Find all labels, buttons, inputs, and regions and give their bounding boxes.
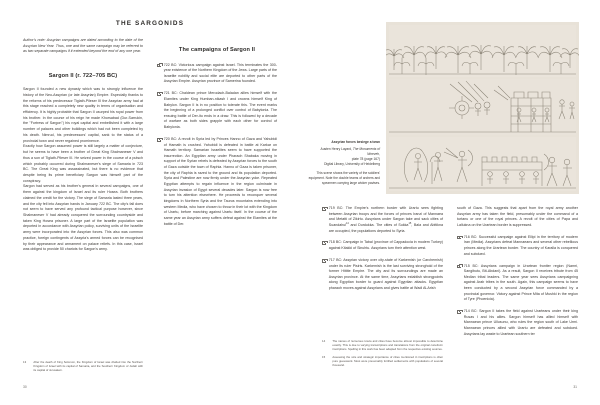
campaign-entry-text: 718 BC: Campaign in Tabal (province of Cappadocia in modern Turkey) against Kitakki of Sinuhtu. Assyrians turn their attention west. bbox=[328, 240, 443, 251]
campaign-entry-text: 719 BC: The Empire's northern border with Urartu sees fighting between Assyrian troops and the forces of princes Iranzi of Mannaea and Metatti of Zikirtu. Assyrians under Sargon take and sack cities of Suandahul$^{14}$ and Durdukka. The cities of Sukka$^{15}$, Bala and Abitikna are occupied, the populations deported to Syria. bbox=[328, 206, 443, 233]
campaign-entry-year: 715 BC: bbox=[463, 263, 479, 268]
entry-bullet-icon bbox=[457, 265, 461, 269]
campaigns-heading: The campaigns of Sargon II bbox=[178, 47, 256, 53]
figure-source-plate: plate 78 (page 167) bbox=[351, 156, 380, 161]
campaign-entry bbox=[457, 309, 578, 337]
campaign-entry-year: 716 BC: bbox=[463, 234, 478, 239]
campaign-entry-text: 715 BC: Assyrians campaign in Urartean frontier region (Namri, Sangibutu, Bit-Abdani). As a result, Sargon II receives tribute from 45 Median tribal leaders. The same year sees Assyrians campaigning against Arab tribes in the south. Again, this campaign seems to have been conducted by a second Assyrian force commanded by a provincial governor. Victory against Prince Mita of Mushki in the region of Tyre (Phoenicia). bbox=[463, 263, 578, 302]
assyrian-siege-relief-figure bbox=[386, 22, 579, 194]
campaign-entry-year: 718 BC: bbox=[328, 240, 342, 245]
campaign-entry-text: 714 BC: Sargon II takes the field against Urarteans under their king Rusas I and his allies. Sargon himself has allied himself with Mannaean prince Ullusunu, who rules the region south of Lake Urmi. Mannaean princes allied with Urartu are defeated and subdued. Assyrians lay waste to Urartean southern ter bbox=[463, 309, 578, 336]
figure-caption-description: This scene shows the variety of the soldiers' equipment. Note the double teams of archers and spearmen carrying large wicker pavises. bbox=[308, 170, 380, 186]
figure-source-comma: , bbox=[379, 151, 380, 156]
sargon-heading-wrap bbox=[23, 64, 143, 82]
body-paragraph: Sargon had served as his brother's general in several campaigns, one of them against the kingdom of Israel and its ruler Hosea. Both brothers claimed the credit for the victory. The siege of Samaria lasted three years, and the city fell into Assyrian hands in January 722 BC. The city's fall does not seem to have served any profound tactical purpose however, since Shalmaneser V had already conquered the surrounding countryside and taken King Hosea prisoner. A large part of the Israelite population was deported in accordance with Assyrian policy, surviving units of the Israelite army were incorporated into the Assyrian forces. This also was common practice, foreign contingents of Assyria's armed forces can be recognised by their appearance and armament on palace reliefs. In this case, Israel was obliged to provide 50 chariots for Sargon's army. bbox=[23, 184, 143, 252]
campaign-entry bbox=[322, 258, 443, 292]
left-column-one bbox=[23, 38, 143, 253]
campaigns-heading-wrap bbox=[157, 38, 277, 56]
campaign-entry-text: south of Gaza. This suggests that apart from the royal army another Assyrian army has taken the field, presumably under the command of a turtanu or one of the royal princes. A revolt of the cities of Papa and Lallukna on the Urartean border is suppressed. bbox=[457, 206, 578, 227]
campaign-entry-year: 720 BC: bbox=[163, 136, 178, 141]
campaign-entry-text: 720 BC: A revolt in Syria led by Princes Hanno of Gaza and Yahubidi of Hamath is crushed. Yahubidi is defeated in battle at Karkar on Hamath territory. Samarian Israelites seem to have supported the insurrection. An Egyptian army under Pharaoh Shabaka moving in support of the Syrian rebels is defeated by Assyrian forces to the south of Gaza outside the town of Raphia. Hanno of Gaza is taken prisoner, the city of Raphia is razed to the ground and its population deported. Syria and Palestine are now firmly under the Assyrian yoke. Repeated Egyptian attempts to regain influence in the region culminate in Assyrian invasion of Egypt several decades later. Sargon is now free to turn his attention elsewhere. He proceeds to reconquer several kingdoms in Northern Syria and the Taurus mountains extending into western Media, who have chosen to throw in their lot with the Kingdom of Urartu, before marching against Urartu itself. In the course of the same year an Assyrian army suffers defeat against the Elamites at the battle of Der. bbox=[163, 136, 278, 226]
right-footnotes bbox=[322, 339, 443, 371]
chapter-title-row bbox=[0, 20, 300, 27]
entry-bullet-icon bbox=[322, 207, 326, 211]
entry-bullet-icon bbox=[157, 92, 161, 96]
sargon-heading: Sargon II (r. 722–705 BC) bbox=[48, 73, 118, 80]
right-column-one bbox=[322, 206, 443, 344]
figure-caption-title: Assyrian forces besiege a town bbox=[331, 140, 380, 144]
campaign-entry-list bbox=[322, 206, 443, 292]
right-column-two bbox=[457, 206, 578, 344]
footnote bbox=[322, 339, 443, 352]
footnote bbox=[322, 355, 443, 368]
footnote-text: After the death of King Solomon, the Kingdom of Israel was divided into the Northern Kingdom of Israel with its capital of Samaria, and the Southern Kingdom of Judah with its capital of Jerusalem. bbox=[33, 359, 143, 373]
entry-bullet-icon bbox=[157, 138, 161, 142]
campaign-entry-text: 716 BC: Successful campaign against Ellipi in the territory of modern Iran (Media). Assyrians defeat Mannaeans and several other rebellious princes along the Urartean border. The country of Karalla is conquered and subdued. bbox=[463, 234, 579, 256]
campaign-entry bbox=[457, 206, 578, 229]
entry-bullet-icon bbox=[157, 64, 161, 68]
entry-bullet-icon bbox=[322, 259, 326, 263]
campaign-entry bbox=[157, 137, 277, 227]
footnote-number: 13 bbox=[23, 359, 27, 364]
campaign-entry-year: 722 BC: bbox=[163, 62, 178, 67]
left-footnotes bbox=[23, 360, 143, 376]
right-page bbox=[300, 0, 600, 405]
campaign-entry-year: 717 BC: bbox=[328, 257, 343, 262]
campaign-entry-list bbox=[457, 206, 578, 337]
footnote-number: 14 bbox=[322, 338, 326, 343]
campaign-entry bbox=[157, 91, 277, 130]
left-page-columns bbox=[23, 38, 278, 253]
figure-source-author: Austen Henry Layard, bbox=[320, 146, 353, 151]
footnote-ref[interactable]: 15 bbox=[408, 221, 412, 225]
campaign-entry bbox=[322, 240, 443, 251]
author-note: Author's note: Assyrian campaigns are dated according to the date of the Assyrian New Year. Thus, one and the same campaign may be referred to as two separate campaigns if it extended beyond the end of any one year. bbox=[23, 38, 143, 54]
entry-bullet-icon bbox=[457, 236, 461, 240]
body-paragraph: Sargon II founded a new dynasty which was to strongly influence the history of the Neo-Assyrian (or late Assyrian) Empire. Especially thanks to the reforms of his predecessor Tiglath-Pileser III the Assyrian army had at this stage reached a completely new quality in terms of organisation and efficiency. It is highly probable that Sargon II usurped his royal power from his brother. In the course of his reign he made Khorsabad (Dur-Sarrukin, the "Fortress of Sargon") his royal capital and embellished it with a large number of palaces and other buildings which had not been completed by his death. Nimrud, his predecessors' capital, sank to the status of a provincial town and never regained prominence. bbox=[23, 87, 143, 143]
campaign-entry-year: 721 BC: bbox=[163, 91, 178, 96]
campaign-entry-text: 717 BC: Assyrian victory over city-state of Karkemish (or Carchemish) under its ruler Pisiris. Karkemish is the last surviving stronghold of the former Hittite Empire. The city and its surroundings are made an Assyrian province. At the same time, Assyrians establish strongpoints along Egyptian border to guard against Egyptian attacks. Egyptian pharaoh moves against Assyrians and gives battle at Wadi Al-Arish bbox=[328, 257, 443, 291]
footnote-text: Assessing the size and strategic importance of cities mentioned in inscriptions is often pure guesswork. Most were presumably fortified settlements with populations of several thousand. bbox=[332, 354, 443, 368]
left-column-two bbox=[157, 38, 277, 253]
entry-bullet-icon bbox=[457, 310, 461, 314]
figure-source-library: Digital Library, University of Heidelberg bbox=[324, 162, 380, 167]
chapter-title: THE SARGONIDS bbox=[115, 20, 185, 27]
campaign-entry-list bbox=[157, 63, 277, 228]
figure-source-work: The Monuments of Nineveh bbox=[352, 146, 380, 156]
left-body-paragraphs bbox=[23, 87, 143, 253]
campaign-entry bbox=[457, 264, 578, 303]
body-paragraph: Exactly how Sargon assumed power is still largely a matter of conjecture, but he seems to have been a brother of Great King Shalmaneser V and thus a son of Tiglath-Pileser III. He seized power in the course of a putsch which probably occurred during Shalmaneser's siege of Samaria in 723 BC. The Great King was assassinated, but there is no evidence that despite being its prime beneficiary Sargon was himself part of the conspiracy. bbox=[23, 144, 143, 183]
campaign-entry-text: 722 BC: Victorious campaign against Israel. This terminates the 300-year existence of the Northern Kingdom of the Jews. Large parts of the Israelite nobility and social elite are deported to other parts of the Assyrian Empire. Assyrian province of Samerina founded. bbox=[163, 62, 277, 84]
campaign-entry bbox=[157, 63, 277, 86]
footnote bbox=[23, 360, 143, 373]
figure-caption bbox=[308, 140, 380, 186]
footnote-ref[interactable]: 14 bbox=[346, 221, 349, 225]
folio-right: 31 bbox=[573, 385, 577, 389]
campaign-entry-year: 714 BC: bbox=[463, 309, 478, 314]
entry-bullet-icon bbox=[322, 241, 326, 245]
footnote-text: The names of numerous towns and cities have become almost impossible to determine exactly. This is due to varying transcriptions and translations from the original cuneiform inscriptions. Spelling in this work has been adapted from the respective existing sources. bbox=[332, 338, 443, 352]
campaign-entry bbox=[457, 235, 578, 258]
folio-left: 30 bbox=[23, 385, 27, 389]
campaign-entry-text: 721 BC: Chaldean prince Merodach-Baladan allies himself with the Elamites under King Humban-nikash I and crowns himself King of Babylon. Sargon II is in no position to tolerate this. The event marks the beginning of a prolonged conflict over control of Babylonia. The ensuing battle of Der-itu ends in a draw. This is followed by a decade of warfare as both sides grapple with each other for control of Babylonia. bbox=[163, 91, 277, 130]
campaign-entry-year: 719 BC: bbox=[328, 206, 344, 210]
right-page-columns bbox=[322, 206, 578, 344]
campaign-entry bbox=[322, 206, 443, 234]
footnote-number: 15 bbox=[322, 354, 326, 359]
